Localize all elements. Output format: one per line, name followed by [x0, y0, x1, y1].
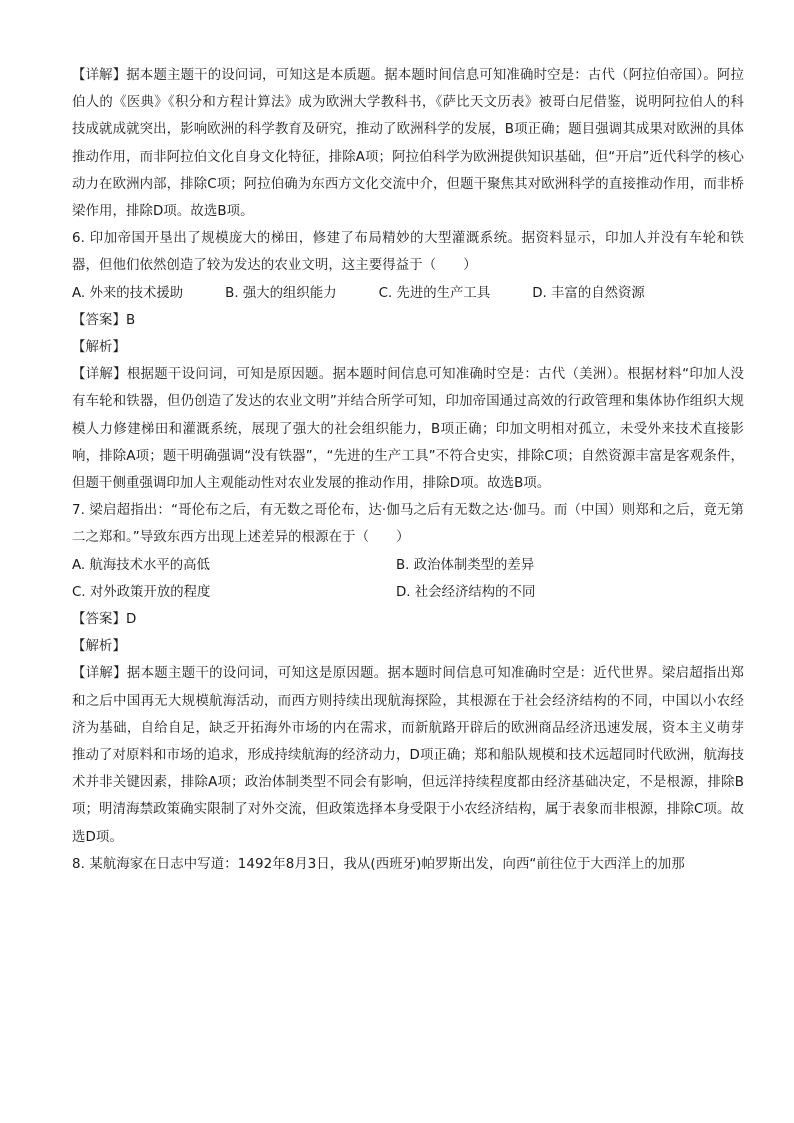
q8-stem: 8. 某航海家在日志中写道：1492年8月3日，我从(西班牙)帕罗斯出发，向西“前往位于大西洋上的加那 [72, 856, 685, 872]
q7-options-row1 [72, 552, 744, 579]
q6-option-a: A. 外来的技术援助 [72, 285, 184, 301]
q7-stem: 7. 梁启超指出：“哥伦布之后，有无数之哥伦布，达·伽马之后有无数之达·伽马。而（中国）则郑和之后，竟无第二之郑和。”导致东西方出现上述差异的根源在于（ ） [72, 503, 744, 546]
q6-option-d: D. 丰富的自然资源 [532, 285, 645, 301]
q7-option-b: B. 政治体制类型的差异 [396, 557, 535, 573]
q6-answer: 【答案】B [72, 312, 136, 328]
q7-analysis: 【解析】 [72, 639, 126, 655]
q7-option-c: C. 对外政策开放的程度 [72, 584, 211, 600]
q6-detail: 【详解】根据题干设问词，可知是原因题。据本题时间信息可知准确时空是：古代（美洲）。根据材料“印加人没有车轮和铁器，但仍创造了发达的农业文明”并结合所学可知，印加帝国通过高效的行政管理和集体协作组织大规模人力修建梯田和灌溉系统，展现了强大的社会组织能力，B项正确；印加文明相对孤立，未受外来技术直接影响，排除A项；题干明确强调“没有铁器”，“先进的生产工具”不符合史实，排除C项；自然资源丰富是客观条件，但题干侧重强调印加人主观能动性对农业发展的推动作用，排除D项。故选B项。 [72, 367, 744, 492]
q7-options-row2 [72, 579, 744, 606]
q6-stem: 6. 印加帝国开垦出了规模庞大的梯田，修建了布局精妙的大型灌溉系统。据资料显示，印加人并没有车轮和铁器，但他们依然创造了较为发达的农业文明，这主要得益于（ ） [72, 231, 744, 274]
q6-option-b: B. 强大的组织能力 [225, 285, 337, 301]
q7-option-a: A. 航海技术水平的高低 [72, 557, 210, 573]
q6-option-c: C. 先进的生产工具 [378, 285, 491, 301]
q7-answer: 【答案】D [72, 612, 137, 628]
q7-option-d: D. 社会经济结构的不同 [396, 584, 536, 600]
q5-detail: 【详解】据本题主题干的设问词，可知这是本质题。据本题时间信息可知准确时空是：古代（阿拉伯帝国）。阿拉伯人的《医典》《积分和方程计算法》成为欧洲大学教科书，《萨比天文历表》被哥白尼借鉴，说明阿拉伯人的科技成就成就突出，影响欧洲的科学教育及研究，推动了欧洲科学的发展，B项正确；题目强调其成果对欧洲的具体推动作用，而非阿拉伯文化自身文化特征，排除A项；阿拉伯科学为欧洲提供知识基础，但“开启”近代科学的核心动力在欧洲内部，排除C项；阿拉伯确为东西方文化交流中介，但题干聚焦其对欧洲科学的直接推动作用，而非桥梁作用，排除D项。故选B项。 [72, 68, 744, 220]
q6-options [72, 280, 744, 307]
document-page [72, 62, 744, 878]
q6-analysis: 【解析】 [72, 340, 126, 356]
q7-detail: 【详解】据本题主题干的设问词，可知这是原因题。据本题时间信息可知准确时空是：近代世界。梁启超指出郑和之后中国再无大规模航海活动，而西方则持续出现航海探险，其根源在于社会经济结构的不同，中国以小农经济为基础，自给自足，缺乏开拓海外市场的内在需求，而新航路开辟后的欧洲商品经济迅速发展，资本主义萌芽推动了对原料和市场的追求，形成持续航海的经济动力，D项正确；郑和船队规模和技术远超同时代欧洲，航海技术并非关键因素，排除A项；政治体制类型不同会有影响，但远洋持续程度都由经济基础决定，不是根源，排除B项；明清海禁政策确实限制了对外交流，但政策选择本身受限于小农经济结构，属于表象而非根源，排除C项。故选D项。 [72, 666, 744, 845]
